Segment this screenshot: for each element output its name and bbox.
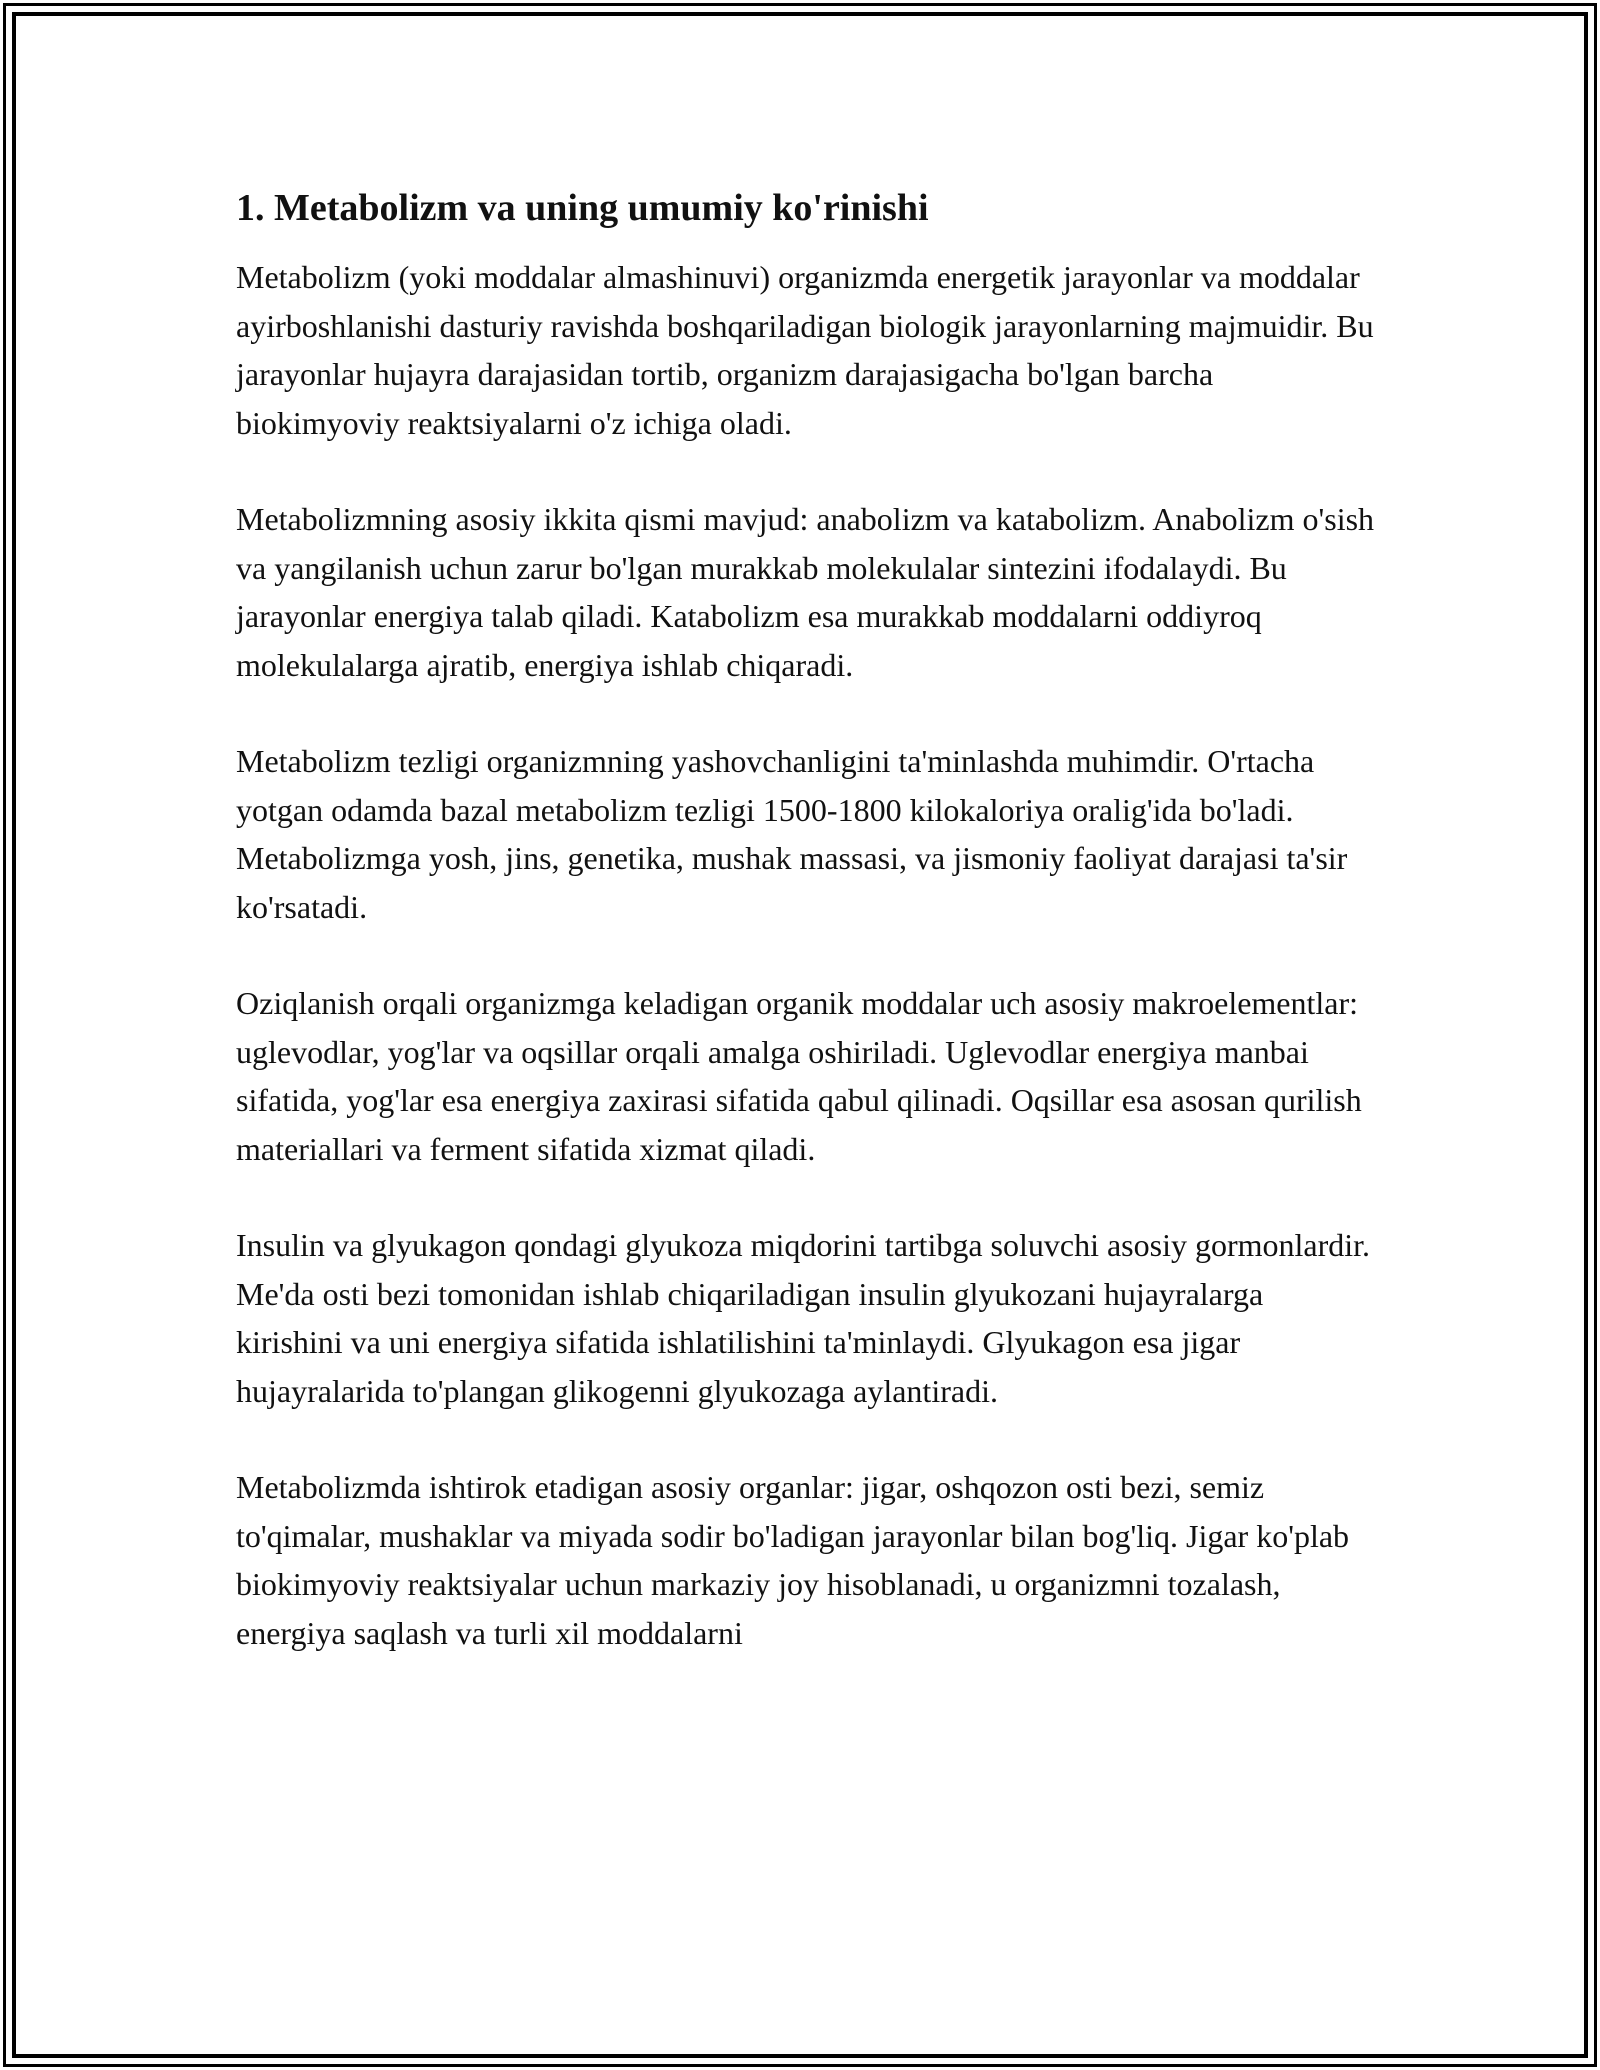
paragraph-macronutrients: Oziqlanish orqali organizmga keladigan organik moddalar uch asosiy makroelementlar: uglevodlar, yog'lar va oqsillar orqali amalga oshiriladi. Uglevodlar energiya manbai sifatida, yog'lar esa energiya zaxirasi sifatida qabul qilinadi. Oqsillar esa asosan qurilish materiallari va ferment sifatida xizmat qiladi. bbox=[236, 985, 1362, 1167]
document-body bbox=[236, 185, 1376, 1657]
paragraph-hormones: Insulin va glyukagon qondagi glyukoza miqdorini tartibga soluvchi asosiy gormonlardir. Me'da osti bezi tomonidan ishlab chiqariladigan insulin glyukozani hujayralarga kirishini va uni energiya sifatida ishlatilishini ta'minlaydi. Glyukagon esa jigar hujayralarida to'plangan glikogenni glyukozaga aylantiradi. bbox=[236, 1227, 1371, 1409]
section-heading: 1. Metabolizm va uning umumiy ko'rinishi bbox=[236, 187, 929, 229]
paragraph-metabolism-definition: Metabolizm (yoki moddalar almashinuvi) organizmda energetik jarayonlar va moddalar ayirboshlanishi dasturiy ravishda boshqariladigan biologik jarayonlarning majmuidir. Bu jarayonlar hujayra darajasidan tortib, organizm darajasigacha bo'lgan barcha biokimyoviy reaktsiyalarni o'z ichiga oladi. bbox=[236, 259, 1374, 441]
paragraph-anabolism-catabolism: Metabolizmning asosiy ikkita qismi mavjud: anabolizm va katabolizm. Anabolizm o'sish va yangilanish uchun zarur bo'lgan murakkab molekulalar sintezini ifodalaydi. Bu jarayonlar energiya talab qiladi. Katabolizm esa murakkab moddalarni oddiyroq molekulalarga ajratib, energiya ishlab chiqaradi. bbox=[236, 501, 1375, 683]
paragraph-metabolic-rate: Metabolizm tezligi organizmning yashovchanligini ta'minlashda muhimdir. O'rtacha yotgan odamda bazal metabolizm tezligi 1500-1800 kilokaloriya oralig'ida bo'ladi. Metabolizmga yosh, jins, genetika, mushak massasi, va jismoniy faoliyat darajasi ta'sir ko'rsatadi. bbox=[236, 743, 1348, 925]
paragraph-organs: Metabolizmda ishtirok etadigan asosiy organlar: jigar, oshqozon osti bezi, semiz to'qimalar, mushaklar va miyada sodir bo'ladigan jarayonlar bilan bog'liq. Jigar ko'plab biokimyoviy reaktsiyalar uchun markaziy joy hisoblanadi, u organizmni tozalash, energiya saqlash va turli xil moddalarni bbox=[236, 1469, 1350, 1651]
